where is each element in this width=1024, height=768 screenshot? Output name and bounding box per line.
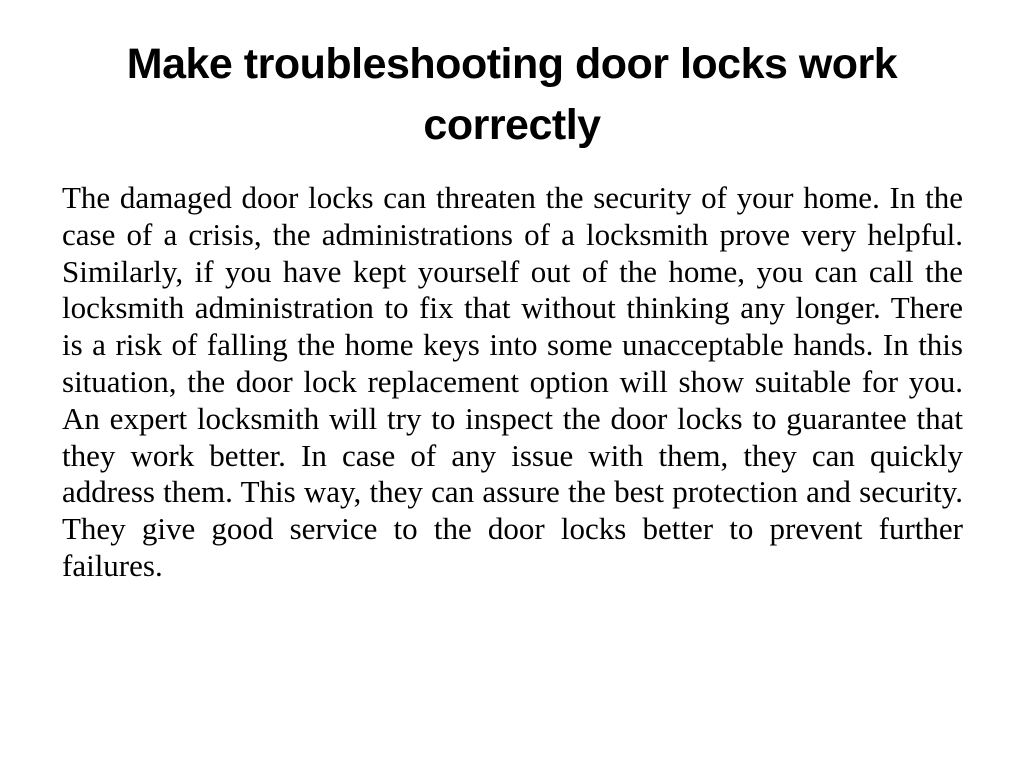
slide-body-text: The damaged door locks can threaten the security of your home. In the case of a crisis, the administrations of a locksmith prove very helpful. Similarly, if you have kept yourself out of the home, you can call the locksmith administration to fix that without thinking any longer. There is a risk of falling the home keys into some unacceptable hands. In this situation, the door lock replacement option will show suitable for you. An expert locksmith will try to inspect the door locks to guarantee that they work better. In case of any issue with them, they can quickly address them. This way, they can assure the best protection and security. They give good service to the door locks better to prevent further failures. <box>62 180 963 583</box>
slide-title: Make troubleshooting door locks work correctly <box>126 40 898 149</box>
